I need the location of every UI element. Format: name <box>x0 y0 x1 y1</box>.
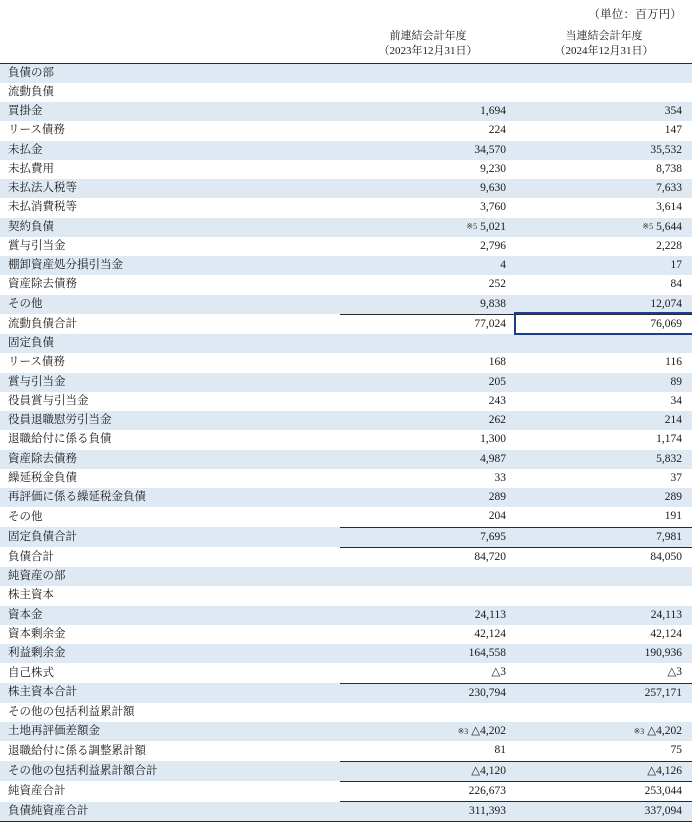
value-text: 12,074 <box>650 297 682 310</box>
value-text: 5,832 <box>656 452 682 465</box>
row-value-prev <box>340 83 516 102</box>
table-row <box>0 411 692 430</box>
row-value-current <box>516 741 692 761</box>
table-row <box>0 703 692 722</box>
row-label: 土地再評価差額金 <box>0 722 340 741</box>
table-row <box>0 83 692 102</box>
row-label: 純資産の部 <box>0 567 340 586</box>
value-text: 2,796 <box>480 239 506 252</box>
row-label: 未払金 <box>0 141 340 160</box>
value-text: 205 <box>488 375 506 388</box>
row-value-current <box>516 334 692 353</box>
header-current-period <box>516 26 692 63</box>
row-value-current <box>516 237 692 256</box>
row-label: 固定負債 <box>0 334 340 353</box>
table-header <box>0 26 692 63</box>
table-row <box>0 121 692 140</box>
value-text: △4,126 <box>647 764 682 777</box>
value-text: 37 <box>670 471 682 484</box>
row-value-prev <box>340 722 516 741</box>
row-value-prev <box>340 141 516 160</box>
value-text: 2,228 <box>656 239 682 252</box>
value-text: △4,120 <box>471 764 506 777</box>
row-value-prev <box>340 160 516 179</box>
value-text: 1,694 <box>480 105 506 118</box>
row-value-prev <box>340 179 516 198</box>
table-row <box>0 547 692 567</box>
row-label: 資本金 <box>0 606 340 625</box>
row-value-current <box>516 781 692 801</box>
value-text: 164,558 <box>468 647 506 660</box>
value-text: 3,760 <box>480 201 506 214</box>
row-value-prev <box>340 567 516 586</box>
row-value-current <box>516 450 692 469</box>
row-label: 資本剰余金 <box>8 627 66 640</box>
row-value-prev <box>340 781 516 801</box>
value-text: 34 <box>670 394 682 407</box>
value-text: 168 <box>488 356 506 369</box>
row-value-prev <box>340 198 516 217</box>
row-value-current <box>516 703 692 722</box>
table-row <box>0 488 692 507</box>
row-label: 契約負債 <box>0 218 340 237</box>
value-text: 9,230 <box>480 162 506 175</box>
value-text: 337,094 <box>644 805 682 818</box>
value-text: 76,069 <box>650 317 682 330</box>
row-value-prev <box>340 703 516 722</box>
table-row <box>0 102 692 121</box>
note-marker: ※5 <box>466 222 478 232</box>
table-row <box>0 392 692 411</box>
row-value-current <box>516 160 692 179</box>
row-value-current <box>516 295 692 315</box>
row-value-prev <box>340 450 516 469</box>
table-row <box>0 586 692 605</box>
row-label: 退職給付に係る負債 <box>8 433 112 446</box>
row-value-current <box>516 314 692 334</box>
row-value-prev <box>340 741 516 761</box>
value-text: 226,673 <box>468 784 506 797</box>
row-label: その他 <box>0 295 340 315</box>
row-value-prev <box>340 683 516 703</box>
table-row <box>0 469 692 488</box>
row-label: 棚卸資産処分損引当金 <box>0 256 340 275</box>
value-text: 253,044 <box>644 784 682 797</box>
row-label: その他の包括利益累計額 <box>8 705 135 718</box>
row-value-prev <box>340 527 516 547</box>
row-value-prev <box>340 256 516 275</box>
value-text: 5,021 <box>480 220 506 233</box>
table-row <box>0 761 692 781</box>
row-value-prev <box>340 353 516 372</box>
row-value-current <box>516 586 692 605</box>
table-row <box>0 450 692 469</box>
row-value-current <box>516 141 692 160</box>
row-label: 固定負債合計 <box>0 527 340 547</box>
row-value-current <box>516 63 692 83</box>
value-text: 89 <box>670 375 682 388</box>
row-value-prev <box>340 802 516 822</box>
row-value-prev <box>340 63 516 83</box>
row-label: リース債務 <box>8 124 65 137</box>
value-text: 9,630 <box>480 182 506 195</box>
row-label: 負債の部 <box>0 63 340 83</box>
row-value-prev <box>340 392 516 411</box>
value-text: 224 <box>488 124 506 137</box>
table-row <box>0 218 692 237</box>
header-cur-line1: 当連結会計年度 <box>565 30 643 42</box>
value-text: 116 <box>665 356 682 369</box>
value-text: 33 <box>494 471 506 484</box>
row-value-prev <box>340 102 516 121</box>
row-value-current <box>516 392 692 411</box>
row-label: 未払消費税等 <box>8 201 77 214</box>
row-label: 株主資本 <box>8 589 54 602</box>
value-text: 252 <box>488 278 506 291</box>
row-value-current <box>516 198 692 217</box>
header-prev-line1: 前連結会計年度 <box>389 30 467 42</box>
row-label: 役員賞与引当金 <box>8 394 89 407</box>
value-text: 1,174 <box>656 433 682 446</box>
table-row <box>0 63 692 83</box>
table-row <box>0 507 692 527</box>
table-row <box>0 179 692 198</box>
row-value-current <box>516 275 692 294</box>
row-label: 資産除去債務 <box>8 278 77 291</box>
value-text: 35,532 <box>650 143 682 156</box>
row-value-current <box>516 411 692 430</box>
row-value-prev <box>340 507 516 527</box>
row-value-current <box>516 761 692 781</box>
row-value-prev <box>340 586 516 605</box>
value-text: 190,936 <box>644 647 682 660</box>
table-row <box>0 295 692 315</box>
row-label: 賞与引当金 <box>8 239 66 252</box>
row-label: 純資産合計 <box>8 784 66 797</box>
value-text: 8,738 <box>656 162 682 175</box>
row-label: その他 <box>8 510 43 523</box>
table-row <box>0 275 692 294</box>
value-text: 7,981 <box>656 530 682 543</box>
table-row <box>0 198 692 217</box>
row-label: 再評価に係る繰延税金負債 <box>0 488 340 507</box>
row-value-current <box>516 644 692 663</box>
row-value-prev <box>340 373 516 392</box>
value-text: 243 <box>488 394 506 407</box>
row-label: 未払法人税等 <box>0 179 340 198</box>
value-text: 214 <box>664 414 682 427</box>
table-row <box>0 353 692 372</box>
value-text: 77,024 <box>474 317 506 330</box>
row-label: その他の包括利益累計額合計 <box>0 761 340 781</box>
row-value-prev <box>340 663 516 683</box>
value-text: 3,614 <box>656 201 682 214</box>
table-row <box>0 644 692 663</box>
row-label: 買掛金 <box>0 102 340 121</box>
row-value-current <box>516 625 692 644</box>
row-label: 繰延税金負債 <box>8 471 77 484</box>
value-text: 9,838 <box>480 297 506 310</box>
row-value-prev <box>340 430 516 449</box>
value-text: △3 <box>667 666 682 679</box>
value-text: 257,171 <box>644 686 682 699</box>
row-value-current <box>516 507 692 527</box>
row-value-current <box>516 663 692 683</box>
table-row <box>0 683 692 703</box>
row-label: 負債純資産合計 <box>0 802 340 822</box>
row-label: 利益剰余金 <box>0 644 340 663</box>
row-value-current <box>516 218 692 237</box>
row-value-current <box>516 179 692 198</box>
row-value-current <box>516 469 692 488</box>
row-value-current <box>516 102 692 121</box>
header-cur-line2: （2024年12月31日） <box>554 44 654 57</box>
table-row <box>0 527 692 547</box>
value-text: 84 <box>670 278 682 291</box>
row-value-prev <box>340 606 516 625</box>
table-row <box>0 606 692 625</box>
row-label: 流動負債合計 <box>8 317 77 330</box>
note-marker: ※3 <box>633 726 645 736</box>
row-value-current <box>516 430 692 449</box>
balance-sheet-table <box>0 26 692 822</box>
table-row <box>0 314 692 334</box>
value-text: 24,113 <box>650 608 682 621</box>
row-value-current <box>516 373 692 392</box>
row-value-current <box>516 722 692 741</box>
table-row <box>0 256 692 275</box>
row-value-current <box>516 567 692 586</box>
value-text: 81 <box>494 744 506 757</box>
table-row <box>0 373 692 392</box>
row-label: 資産除去債務 <box>0 450 340 469</box>
row-value-prev <box>340 761 516 781</box>
row-label: 賞与引当金 <box>0 373 340 392</box>
table-row <box>0 334 692 353</box>
table-row <box>0 741 692 761</box>
row-value-prev <box>340 314 516 334</box>
row-value-current <box>516 488 692 507</box>
row-value-current <box>516 683 692 703</box>
table-row <box>0 160 692 179</box>
row-value-prev <box>340 218 516 237</box>
row-label: 負債合計 <box>8 550 54 563</box>
value-text: 84,720 <box>474 550 506 563</box>
value-text: 147 <box>664 124 682 137</box>
value-text: △4,202 <box>471 725 506 738</box>
value-text: 289 <box>664 491 682 504</box>
table-row <box>0 663 692 683</box>
row-value-prev <box>340 275 516 294</box>
row-value-prev <box>340 625 516 644</box>
row-value-current <box>516 83 692 102</box>
value-text: 7,695 <box>480 530 506 543</box>
row-label: リース債務 <box>8 356 65 369</box>
row-value-prev <box>340 295 516 315</box>
value-text: 17 <box>670 259 682 272</box>
row-label: 退職給付に係る調整累計額 <box>8 744 146 757</box>
row-value-prev <box>340 469 516 488</box>
row-value-current <box>516 527 692 547</box>
table-row <box>0 141 692 160</box>
value-text: 84,050 <box>650 550 682 563</box>
row-value-current <box>516 353 692 372</box>
row-value-prev <box>340 237 516 256</box>
value-text: 5,644 <box>656 220 682 233</box>
table-row <box>0 567 692 586</box>
value-text: 7,633 <box>656 182 682 195</box>
value-text: 24,113 <box>474 608 506 621</box>
value-text: 204 <box>488 510 506 523</box>
value-text: 354 <box>664 105 682 118</box>
table-body <box>0 63 692 822</box>
value-text: 34,570 <box>474 143 506 156</box>
row-value-current <box>516 802 692 822</box>
header-prev-period <box>340 26 516 63</box>
value-text: 289 <box>488 491 506 504</box>
value-text: 42,124 <box>650 627 682 640</box>
value-text: 1,300 <box>480 433 506 446</box>
row-value-prev <box>340 121 516 140</box>
row-value-current <box>516 547 692 567</box>
value-text: 230,794 <box>468 686 506 699</box>
row-label: 流動負債 <box>8 85 54 98</box>
row-label: 株主資本合計 <box>0 683 340 703</box>
row-value-current <box>516 121 692 140</box>
note-marker: ※3 <box>457 726 469 736</box>
row-value-current <box>516 606 692 625</box>
value-text: 191 <box>664 510 682 523</box>
header-blank <box>0 26 340 63</box>
table-row <box>0 802 692 822</box>
value-text: 75 <box>670 744 682 757</box>
row-label: 自己株式 <box>8 666 54 679</box>
value-text: △3 <box>491 666 506 679</box>
table-row <box>0 430 692 449</box>
unit-note: （単位：百万円） <box>588 9 682 21</box>
table-row <box>0 237 692 256</box>
row-value-prev <box>340 411 516 430</box>
row-value-current <box>516 256 692 275</box>
row-value-prev <box>340 547 516 567</box>
note-marker: ※5 <box>642 222 654 232</box>
row-value-prev <box>340 334 516 353</box>
row-value-prev <box>340 644 516 663</box>
header-prev-line2: （2023年12月31日） <box>378 44 478 57</box>
value-text: 4,987 <box>480 452 506 465</box>
value-text: 262 <box>488 414 506 427</box>
row-value-prev <box>340 488 516 507</box>
value-text: △4,202 <box>647 725 682 738</box>
table-row <box>0 781 692 801</box>
table-row <box>0 625 692 644</box>
value-text: 42,124 <box>474 627 506 640</box>
row-label: 未払費用 <box>8 162 54 175</box>
table-row <box>0 722 692 741</box>
row-label: 役員退職慰労引当金 <box>0 411 340 430</box>
value-text: 4 <box>500 259 506 272</box>
value-text: 311,393 <box>469 805 506 818</box>
